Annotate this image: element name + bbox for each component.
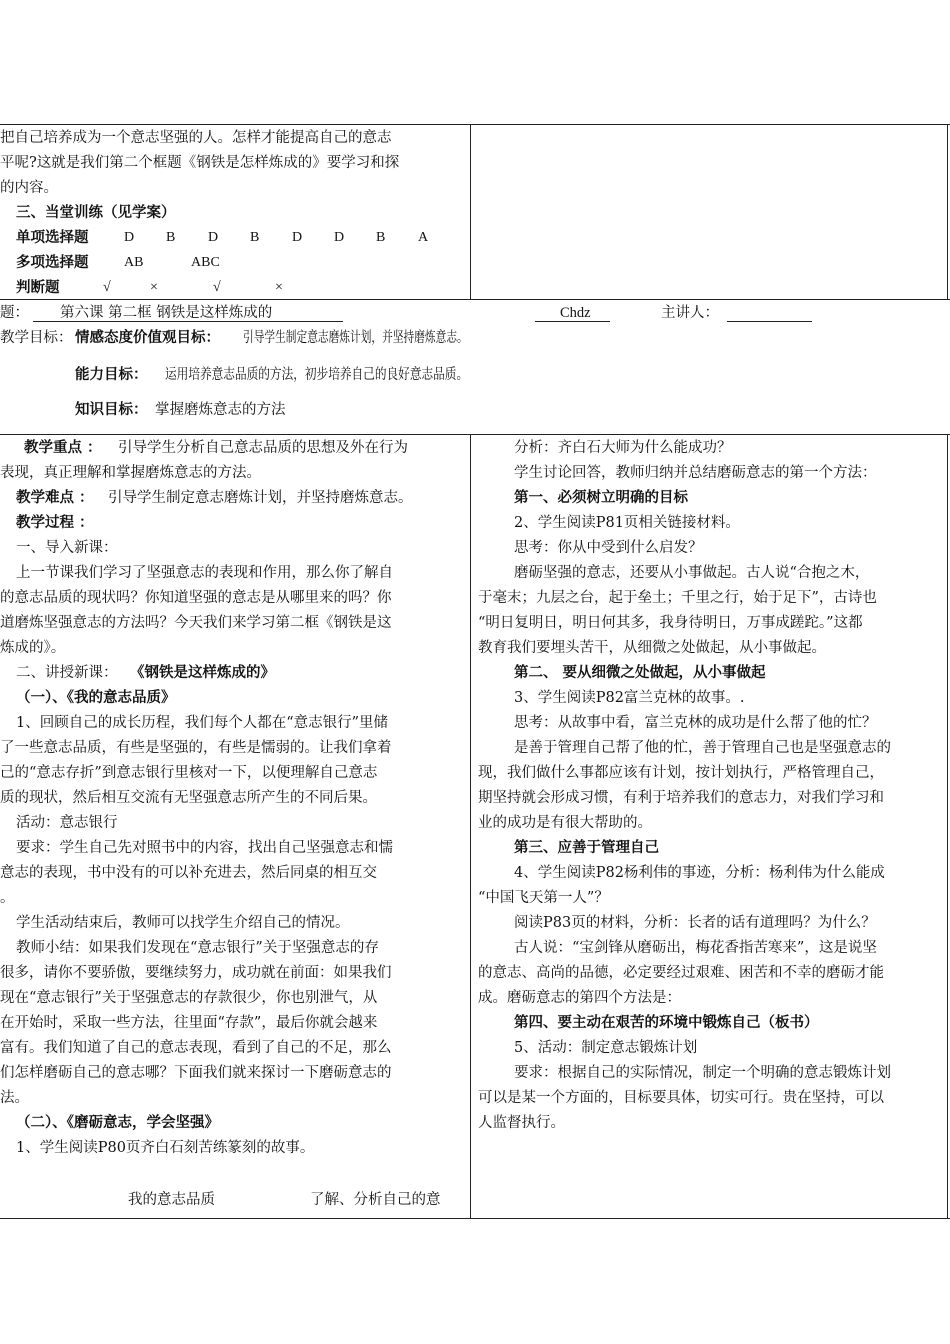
requirement-line: 。 bbox=[0, 890, 15, 906]
right-line: 要求：根据自己的实际情况，制定一个明确的意志锻炼计划 bbox=[514, 1065, 891, 1081]
right-line: 4、学生阅读P82杨利伟的事迹，分析：杨利伟为什么能成 bbox=[514, 865, 885, 881]
lesson-title-underline bbox=[33, 321, 343, 322]
paragraph1-line: 己的“意志存折”到意志银行里核对一下，以便理解自己意志 bbox=[0, 765, 378, 781]
single-choice-answer: A bbox=[418, 230, 429, 245]
ability-goal-text: 运用培养意志品质的方法，初步培养自己的良好意志品质。 bbox=[165, 367, 469, 383]
single-choice-answer: D bbox=[208, 230, 219, 245]
multi-choice-label: 多项选择题 bbox=[16, 254, 89, 271]
method2-heading: 第二、 要从细微之处做起，从小事做起 bbox=[514, 664, 766, 681]
intro-heading: 一、导入新课： bbox=[16, 540, 118, 556]
method1-heading: 第一、必须树立明确的目标 bbox=[514, 489, 688, 506]
ability-goal-label: 能力目标： bbox=[75, 366, 148, 383]
right-line: 3、学生阅读P82富兰克林的故事。. bbox=[514, 690, 745, 706]
paragraph1-line: 了一些意志品质，有些是坚强的，有些是懦弱的。让我们拿着 bbox=[0, 740, 392, 756]
row-divider-main bbox=[0, 434, 950, 435]
focus-text-cont: 表现，真正理解和掌握磨炼意志的方法。 bbox=[0, 465, 261, 481]
column-divider-top bbox=[470, 124, 471, 299]
objectives-prefix: 教学目标： bbox=[0, 330, 73, 346]
summary-line: 们怎样磨砺自己的意志哪？下面我们就来探讨一下磨砺意志的 bbox=[0, 1065, 392, 1081]
emotion-goal-text: 引导学生制定意志磨炼计划，并坚持磨炼意志。 bbox=[243, 330, 468, 346]
difficulty-label: 教学难点 ： bbox=[16, 489, 94, 506]
single-choice-label: 单项选择题 bbox=[16, 229, 89, 246]
preparer-value: Chdz bbox=[560, 305, 591, 321]
top-text-line: 的内容。 bbox=[0, 180, 58, 196]
intro-line: 道磨炼坚强意志的方法吗？今天我们来学习第二框《钢铁是这 bbox=[0, 615, 392, 631]
right-line: “中国飞天第一人”？ bbox=[478, 890, 609, 906]
true-false-label: 判断题 bbox=[16, 279, 60, 296]
right-line: 阅读P83页的材料，分析：长者的话有道理吗？为什么？ bbox=[514, 915, 876, 931]
requirement-line: 意志的表现，书中没有的可以补充进去，然后同桌的相互交 bbox=[0, 865, 377, 881]
right-line: 学生讨论回答，教师归纳并总结磨砺意志的第一个方法： bbox=[514, 465, 877, 481]
method4-heading: 第四、要主动在艰苦的环境中锻炼自己（板书） bbox=[514, 1014, 819, 1031]
right-line: 期坚持就会形成习惯，有利于培养我们的意志力，对我们学习和 bbox=[478, 790, 884, 806]
difficulty-text: 引导学生制定意志磨炼计划，并坚持磨炼意志。 bbox=[108, 490, 413, 506]
intro-line: 炼成的》。 bbox=[0, 640, 66, 656]
table-bottom-border bbox=[0, 1218, 950, 1219]
single-choice-answer: D bbox=[292, 230, 303, 245]
right-line: 教育我们要埋头苦干，从细微之处做起，从小事做起。 bbox=[478, 640, 826, 656]
row-divider-header bbox=[0, 299, 950, 300]
summary-line: 很多，请你不要骄傲，要继续努力，成功就在前面：如果我们 bbox=[0, 965, 392, 981]
right-line: 思考：你从中受到什么启发？ bbox=[514, 540, 703, 556]
right-line: 2、学生阅读P81页相关链接材料。 bbox=[514, 515, 740, 531]
practice-heading: 三、当堂训练（见学案） bbox=[16, 204, 176, 221]
after-activity-line: 学生活动结束后，教师可以找学生介绍自己的情况。 bbox=[16, 915, 350, 931]
lesson-title: 第六课 第二框 钢铁是这样炼成的 bbox=[60, 305, 273, 321]
true-false-answer: √ bbox=[103, 280, 111, 295]
focus-text: 引导学生分析自己意志品质的思想及外在行为 bbox=[118, 440, 408, 456]
column-divider-main bbox=[470, 434, 471, 1218]
true-false-answer: × bbox=[275, 280, 283, 295]
right-line: 可以是某一个方面的，目标要具体，切实可行。贵在坚持，可以 bbox=[478, 1090, 884, 1106]
section1-heading: （一）、《我的意志品质》 bbox=[16, 689, 176, 706]
section2-heading: （二）、《磨砺意志，学会坚强》 bbox=[16, 1114, 219, 1131]
speaker-underline bbox=[727, 321, 812, 322]
top-text-line: 把自己培养成为一个意志坚强的人。怎样才能提高自己的意志 bbox=[0, 130, 392, 146]
right-line: 是善于管理自己帮了他的忙，善于管理自己也是坚强意志的 bbox=[514, 740, 891, 756]
right-line: 思考：从故事中看，富兰克林的成功是什么帮了他的忙？ bbox=[514, 715, 877, 731]
right-line: 业的成功是有很大帮助的。 bbox=[478, 815, 652, 831]
board-item-a: 我的意志品质 bbox=[128, 1192, 215, 1208]
new-lesson-title: 《钢铁是这样炼成的》 bbox=[130, 664, 275, 681]
right-line: 成。磨砺意志的第四个方法是： bbox=[478, 990, 681, 1006]
knowledge-goal-label: 知识目标： bbox=[75, 401, 148, 418]
table-right-border-main bbox=[947, 434, 948, 1218]
emotion-goal-label: 情感态度价值观目标： bbox=[75, 329, 220, 346]
new-lesson-heading: 二、讲授新课： bbox=[16, 665, 118, 681]
multi-choice-answer: AB bbox=[124, 255, 144, 270]
summary-line: 法。 bbox=[0, 1090, 29, 1106]
summary-line: 现在“意志银行”关于坚强意志的存款很少，你也别泄气，从 bbox=[0, 990, 378, 1006]
summary-line: 富有。我们知道了自己的意志表现，看到了自己的不足，那么 bbox=[0, 1040, 392, 1056]
right-line: 磨砺坚强的意志，还要从小事做起。古人说“合抱之木， bbox=[514, 565, 870, 581]
right-line: “明日复明日，明日何其多，我身待明日，万事成蹉跎。”这都 bbox=[478, 615, 863, 631]
right-line: 分析：齐白石大师为什么能成功？ bbox=[514, 440, 732, 456]
paragraph1-line: 质的现状，然后相互交流有无坚强意志所产生的不同后果。 bbox=[0, 790, 377, 806]
right-line: 现，我们做什么事都应该有计划，按计划执行，严格管理自己， bbox=[478, 765, 884, 781]
summary-line: 教师小结：如果我们发现在“意志银行”关于坚强意志的存 bbox=[16, 940, 379, 956]
multi-choice-answer: ABC bbox=[191, 255, 220, 270]
requirement-line: 要求：学生自己先对照书中的内容，找出自己坚强意志和懦 bbox=[16, 840, 393, 856]
right-line: 于毫末；九层之台，起于垒土；千里之行，始于足下”，古诗也 bbox=[478, 590, 877, 606]
summary-line: 在开始时，采取一些方法，往里面“存款”，最后你就会越来 bbox=[0, 1015, 378, 1031]
intro-line: 的意志品质的现状吗？你知道坚强的意志是从哪里来的吗？你 bbox=[0, 590, 392, 606]
process-label: 教学过程 ： bbox=[16, 514, 94, 531]
top-text-line: 平呢?这就是我们第二个框题《钢铁是怎样炼成的》要学习和探 bbox=[0, 155, 400, 171]
table-right-border-top bbox=[947, 124, 948, 299]
single-choice-answer: D bbox=[334, 230, 345, 245]
right-line: 5、活动：制定意志锻炼计划 bbox=[514, 1040, 698, 1056]
knowledge-goal-text: 掌握磨炼意志的方法 bbox=[155, 402, 286, 418]
single-choice-answer: B bbox=[166, 230, 176, 245]
method3-heading: 第三、应善于管理自己 bbox=[514, 839, 659, 856]
single-choice-answer: B bbox=[376, 230, 386, 245]
right-line: 古人说：“宝剑锋从磨砺出，梅花香指苦寒来”，这是说坚 bbox=[514, 940, 877, 956]
right-line: 人监督执行。 bbox=[478, 1115, 565, 1131]
true-false-answer: √ bbox=[213, 280, 221, 295]
table-top-border bbox=[0, 124, 950, 125]
intro-line: 上一节课我们学习了坚强意志的表现和作用，那么你了解自 bbox=[16, 565, 393, 581]
preparer-underline bbox=[535, 321, 610, 322]
activity-line: 活动：意志银行 bbox=[16, 815, 118, 831]
single-choice-answer: B bbox=[250, 230, 260, 245]
right-line: 的意志、高尚的品德，必定要经过艰难、困苦和不幸的磨砺才能 bbox=[478, 965, 884, 981]
paragraph1-line: 1、回顾自己的成长历程，我们每个人都在“意志银行”里储 bbox=[16, 715, 389, 731]
title-prefix: 题： bbox=[0, 305, 29, 321]
true-false-answer: × bbox=[150, 280, 158, 295]
paragraph2-line: 1、学生阅读P80页齐白石刻苦练篆刻的故事。 bbox=[16, 1140, 315, 1156]
board-item-b: 了解、分析自己的意 bbox=[310, 1192, 441, 1208]
focus-label: 教学重点 ： bbox=[24, 439, 102, 456]
single-choice-answer: D bbox=[124, 230, 135, 245]
speaker-label: 主讲人： bbox=[661, 305, 719, 321]
